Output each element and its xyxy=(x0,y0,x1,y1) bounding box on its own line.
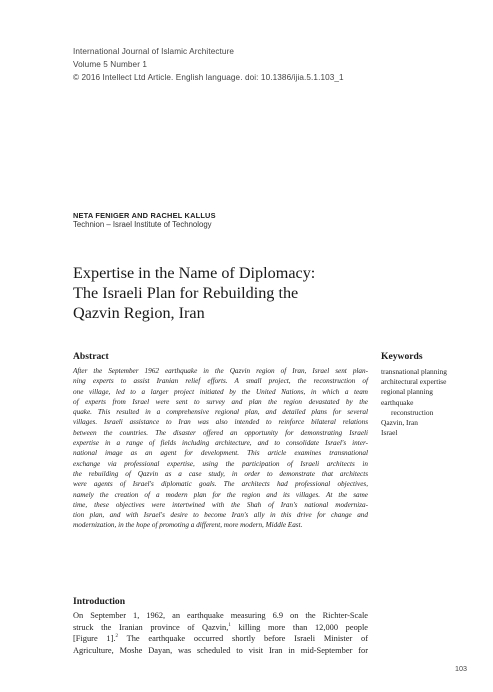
abstract-heading: Abstract xyxy=(73,351,109,362)
keyword-item: transnational planning xyxy=(381,367,447,376)
journal-volume: Volume 5 Number 1 xyxy=(73,60,148,69)
abstract-line: national image as an agent for development. This article examines transnational xyxy=(73,449,368,458)
keyword-item: Qazvin, Iran xyxy=(381,418,418,428)
abstract-line: villages. Israeli assistance to Iran was also intended to reinforce bilateral relations xyxy=(73,418,368,427)
title-line: Expertise in the Name of Diplomacy: xyxy=(73,264,316,282)
title-line: The Israeli Plan for Rebuilding the xyxy=(73,284,299,302)
keyword-item: architectural expertise xyxy=(381,377,447,387)
authors: NETA FENIGER AND RACHEL KALLUS xyxy=(73,211,216,220)
article-title xyxy=(73,263,413,323)
keyword-item: reconstruction xyxy=(391,407,434,417)
keywords-list xyxy=(381,367,491,438)
intro-text: The earthquake occurred shortly before Israeli Minister of xyxy=(118,634,368,644)
abstract-line: were agents of Israel's diplomatic goals. The architects had professional objectives, xyxy=(73,480,368,489)
intro-line xyxy=(73,633,368,645)
abstract-line: modernization, in the hope of promoting a different, more modern, Middle East. xyxy=(73,521,303,530)
abstract-line: namely the creation of a modern plan for the region and its villages. At the same xyxy=(73,490,368,499)
abstract-body xyxy=(73,366,368,531)
keyword-item: regional planning xyxy=(381,387,433,397)
abstract-line: the rebuilding of Qazvin as a case study, in order to demonstrate that architects xyxy=(73,469,368,478)
keyword-item: Israel xyxy=(381,428,398,438)
journal-header xyxy=(73,45,453,84)
intro-text: killing more than 12,000 people xyxy=(230,622,369,632)
page-number: 103 xyxy=(455,664,467,673)
keyword-item: earthquake xyxy=(381,397,414,407)
introduction-body xyxy=(73,610,368,656)
abstract-line: quake. This resulted in a comprehensive regional plan, and detailed plans for several xyxy=(73,408,368,417)
intro-text: [Figure 1]. xyxy=(73,634,116,644)
intro-line xyxy=(73,622,368,634)
intro-line: On September 1, 1962, an earthquake measuring 6.9 on the Richter-Scale xyxy=(73,611,368,620)
journal-copyright: © 2016 Intellect Ltd Article. English language. doi: 10.1386/ijia.5.1.103_1 xyxy=(73,73,344,82)
introduction-heading: Introduction xyxy=(73,596,126,607)
abstract-line: tion plan, and with Israel's desire to become Iran's ally in this drive for change and xyxy=(73,511,368,520)
abstract-line: time, these objectives were intertwined with the Shah of Iran's national moderniza- xyxy=(73,500,368,509)
footnote-ref[interactable]: 1 xyxy=(228,622,231,628)
journal-name: International Journal of Islamic Architecture xyxy=(73,47,235,56)
abstract-line: ning experts to assist Iranian relief efforts. A small project, the reconstruction of xyxy=(73,377,368,386)
abstract-line: one village, led to a larger project initiated by the United Nations, in which a team xyxy=(73,387,368,396)
keywords-heading: Keywords xyxy=(381,351,423,362)
footnote-ref[interactable]: 2 xyxy=(115,634,118,640)
intro-line: Agriculture, Moshe Dayan, was scheduled to visit Iran in mid-September for xyxy=(73,645,368,655)
abstract-line: expertise in a range of fields including architecture, and to consolidate Israel's inter- xyxy=(73,439,368,448)
intro-text: struck the Iranian province of Qazvin, xyxy=(73,622,229,632)
abstract-line: of experts from Israel were sent to survey and plan the region devastated by the xyxy=(73,397,368,406)
abstract-line: After the September 1962 earthquake in the Qazvin region of Iran, Israel sent plan- xyxy=(73,367,368,375)
title-line: Qazvin Region, Iran xyxy=(73,304,205,322)
abstract-line: between the countries. The disaster offered an opportunity for demonstrating Israeli xyxy=(73,428,368,437)
affiliation: Technion – Israel Institute of Technology xyxy=(73,220,212,229)
abstract-line: exchange via professional expertise, using the participation of Israeli architects in xyxy=(73,459,368,468)
